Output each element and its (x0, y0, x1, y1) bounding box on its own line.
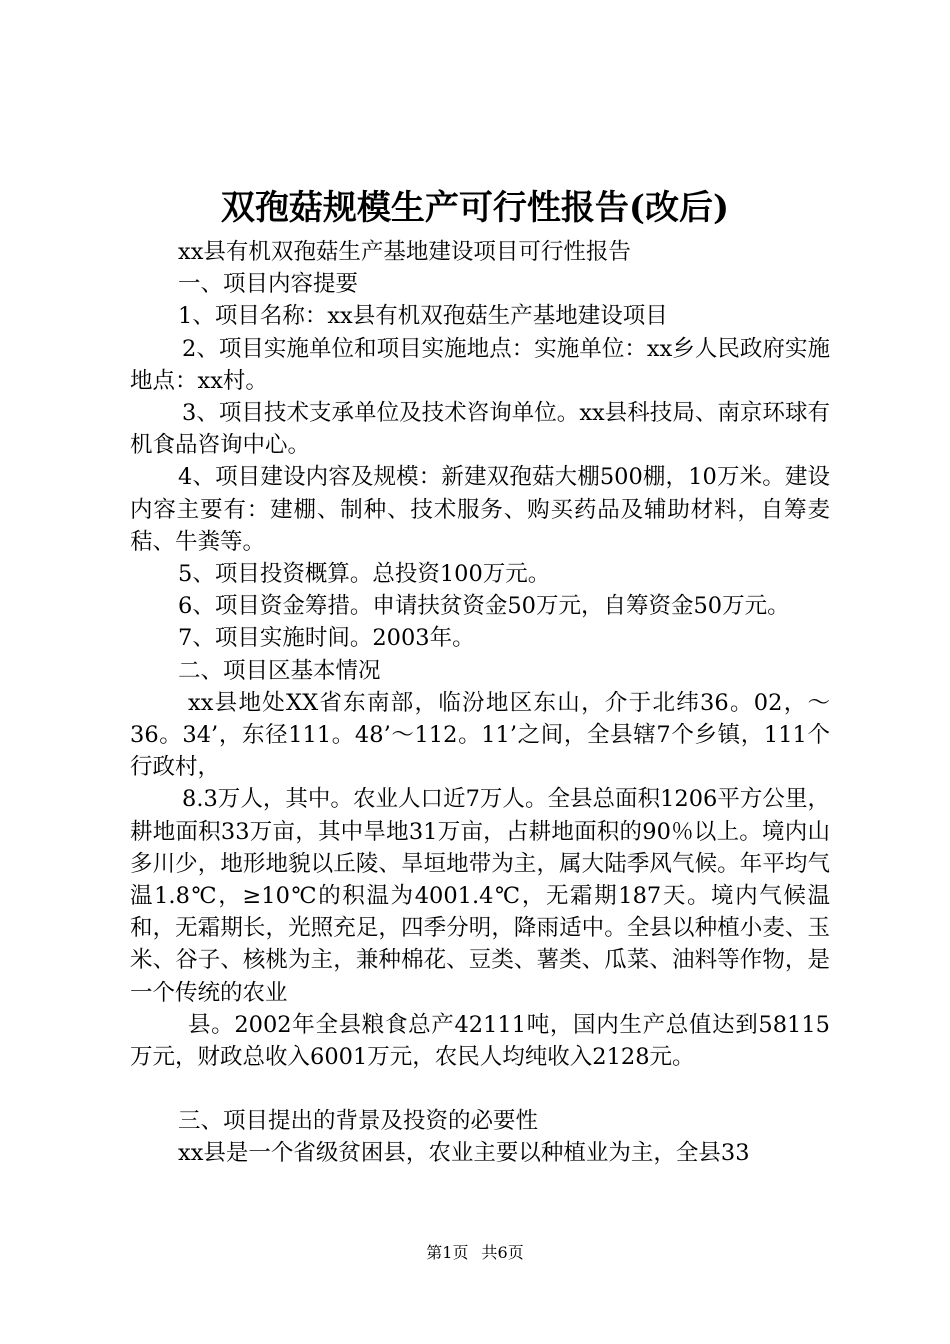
paragraph-population: 8.3万人，其中。农业人口近7万人。全县总面积1206平方公里，耕地面积33万亩，其中旱地31万亩，占耕地面积的90％以上。境内山多川少，地形地貌以丘陵、旱垣地带为主，属大陆季风气候。年平均气温1.8℃，≥10℃的积温为4001.4℃，无霜期187天。境内气候温和，无霜期长，光照充足，四季分明，降雨适中。全县以种植小麦、玉米、谷子、核桃为主，兼种棉花、豆类、薯类、瓜菜、油料等作物，是一个传统的农业 (130, 786, 830, 1006)
paragraph-item-6: 6、项目资金筹措。申请扶贫资金50万元，自筹资金50万元。 (178, 593, 790, 620)
section-heading-2: 二、项目区基本情况 (178, 657, 381, 684)
paragraph-item-3: 3、项目技术支承单位及技术咨询单位。xx县科技局、南京环球有机食品咨询中心。 (130, 400, 830, 459)
document-body (130, 236, 830, 1170)
paragraph-item-1: 1、项目名称：xx县有机双孢菇生产基地建设项目 (178, 303, 668, 330)
page-number: 第1页 (426, 1243, 469, 1262)
paragraph-item-5: 5、项目投资概算。总投资100万元。 (178, 561, 551, 588)
paragraph-item-4: 4、项目建设内容及规模：新建双孢菇大棚500棚，10万米。建设内容主要有：建棚、制种、技术服务、购买药品及辅助材料，自筹麦秸、牛粪等。 (130, 464, 830, 555)
section-heading-3: 三、项目提出的背景及投资的必要性 (178, 1108, 539, 1135)
paragraph-subtitle: xx县有机双孢菇生产基地建设项目可行性报告 (178, 239, 631, 265)
page-footer (0, 1242, 950, 1264)
document-title: 双孢菇规模生产可行性报告(改后) (220, 188, 730, 228)
section-heading-1: 一、项目内容提要 (178, 271, 359, 298)
paragraph-background: xx县是一个省级贫困县，农业主要以种植业为主，全县33 (178, 1140, 750, 1167)
page-total: 共6页 (481, 1243, 524, 1262)
paragraph-location: xx县地处XX省东南部，临汾地区东山，介于北纬36。02，～36。34’，东径111。48’～112。11’之间，全县辖7个乡镇，111个行政村， (130, 689, 830, 781)
paragraph-item-7: 7、项目实施时间。2003年。 (178, 625, 475, 652)
paragraph-economy: 县。2002年全县粮食总产42111吨，国内生产总值达到58115万元，财政总收入6001万元，农民人均纯收入2128元。 (130, 1011, 830, 1071)
paragraph-item-2: 2、项目实施单位和项目实施地点：实施单位：xx乡人民政府实施地点：xx村。 (130, 335, 830, 394)
paragraph-gap (130, 1073, 830, 1105)
